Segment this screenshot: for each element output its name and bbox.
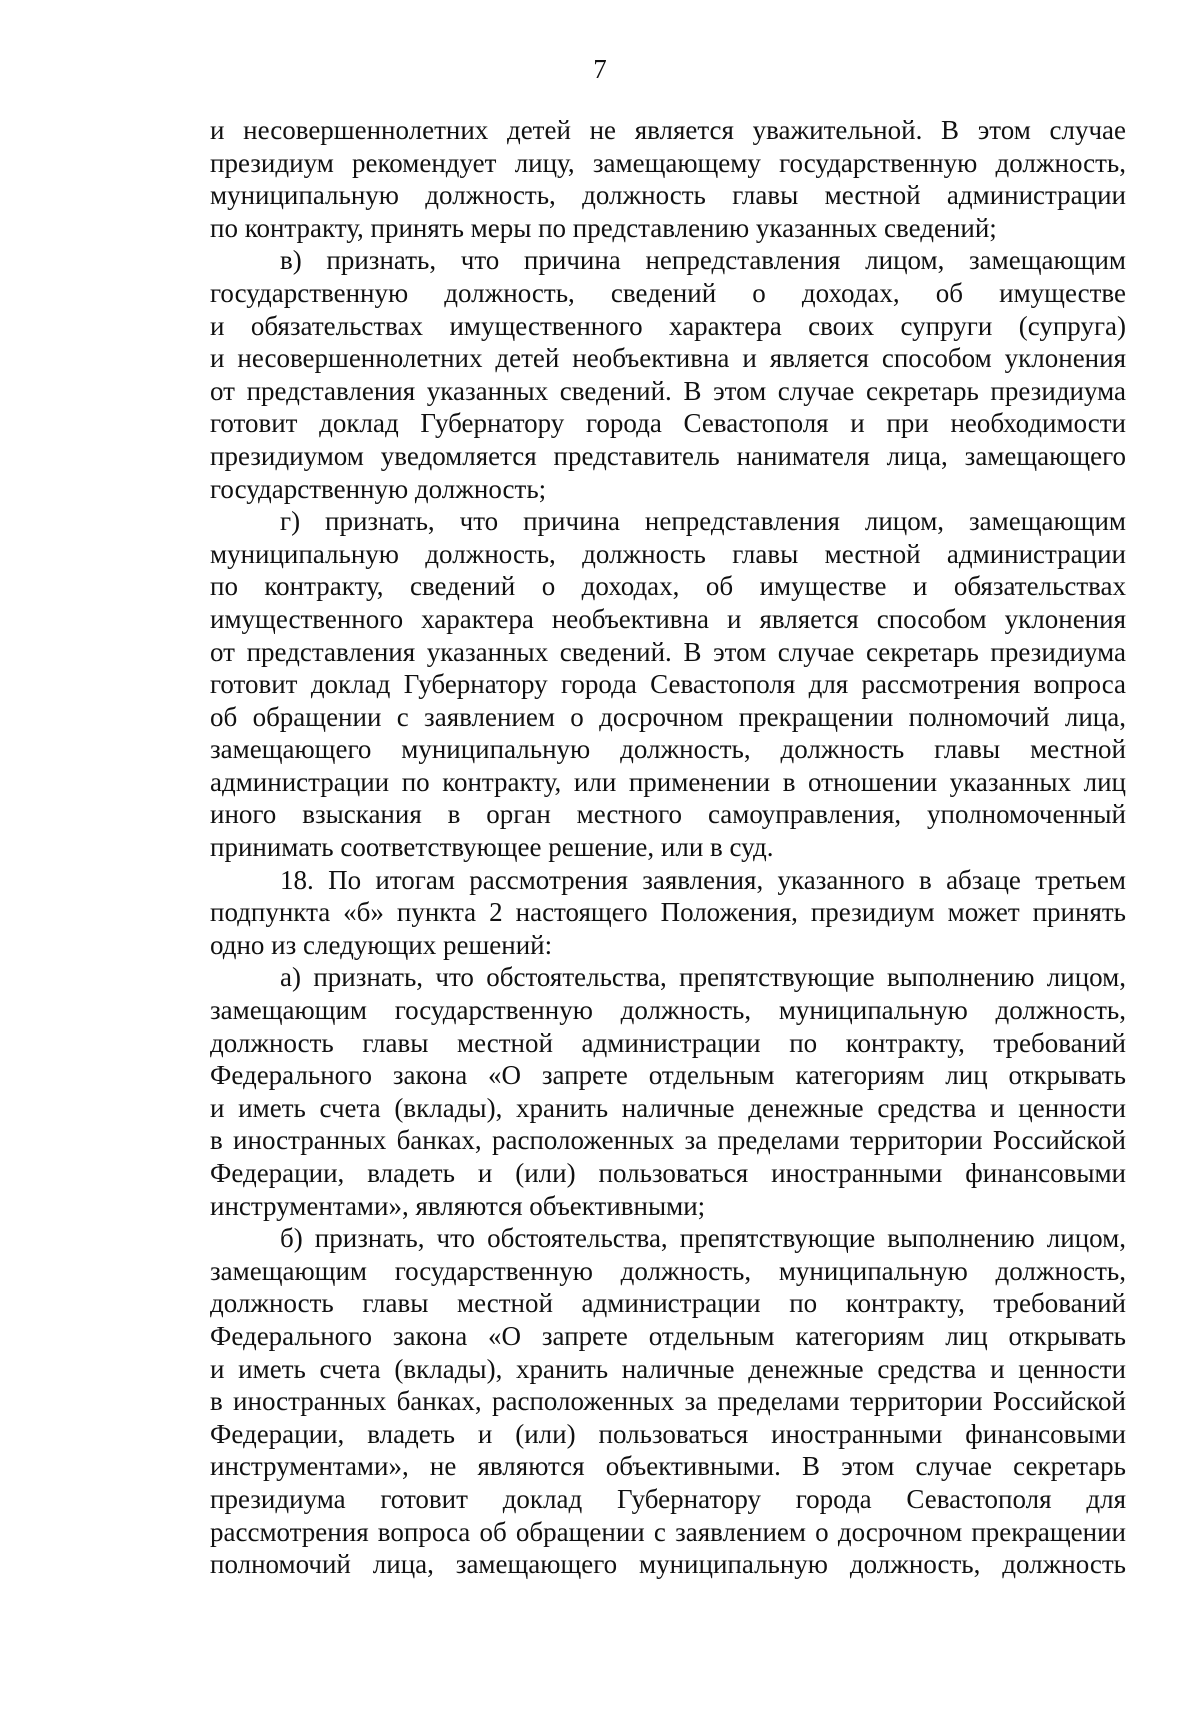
text-line: Федерации, владеть и (или) пользоваться иностранными финансовыми	[210, 1158, 1126, 1188]
text-line: замещающим государственную должность, муниципальную должность,	[210, 995, 1126, 1026]
text-line: замещающим государственную должность, муниципальную должность,	[210, 1255, 1126, 1286]
paragraph	[210, 961, 1126, 1222]
text-line: рассмотрения вопроса об обращении с заявлением о досрочном прекращении	[210, 1516, 1126, 1547]
text-line: по контракту, сведений о доходах, об имуществе и обязательствах	[210, 571, 1126, 602]
text-line: об обращении с заявлением о досрочном прекращении полномочий лица,	[210, 701, 1126, 732]
text-line: администрации по контракту, или применении в отношении указанных лиц	[210, 766, 1126, 797]
text-line: иного взыскания в орган местного самоуправления, уполномоченный	[210, 799, 1126, 830]
text-line: государственную должность, сведений о доходах, об имуществе	[210, 277, 1126, 308]
text-line: и обязательствах имущественного характера своих супруги (супруга)	[210, 310, 1126, 341]
text-line: б) признать, что обстоятельства, препятствующие выполнению лицом,	[280, 1223, 1126, 1254]
paragraph	[210, 1222, 1126, 1581]
text-line: полномочий лица, замещающего муниципальную должность, должность	[210, 1549, 1126, 1580]
text-line: муниципальную должность, должность главы местной администрации	[210, 538, 1126, 569]
text-line: от представления указанных сведений. В этом случае секретарь президиума	[210, 375, 1126, 406]
text-line: замещающего муниципальную должность, должность главы местной	[210, 734, 1126, 765]
text-line: подпункта «б» пункта 2 настоящего Положения, президиум может принять	[210, 897, 1126, 928]
text-line: Федерации, владеть и (или) пользоваться иностранными финансовыми	[210, 1418, 1126, 1449]
text-line: муниципальную должность, должность главы местной администрации	[210, 180, 1126, 211]
text-line: и несовершеннолетних детей необъективна и является способом уклонения	[210, 343, 1126, 374]
text-line: а) признать, что обстоятельства, препятствующие выполнению лицом,	[280, 962, 1126, 993]
text-line: от представления указанных сведений. В этом случае секретарь президиума	[210, 636, 1126, 667]
text-line: 18. По итогам рассмотрения заявления, указанного в абзаце третьем	[280, 864, 1126, 895]
page-number: 7	[593, 54, 607, 84]
text-line: президиумом уведомляется представитель нанимателя лица, замещающего	[210, 440, 1126, 471]
text-line: Федерального закона «О запрете отдельным категориям лиц открывать	[210, 1320, 1126, 1351]
text-line: и несовершеннолетних детей не является уважительной. В этом случае	[210, 115, 1126, 145]
paragraph	[210, 244, 1126, 505]
text-line: принимать соответствующее решение, или в суд.	[210, 832, 774, 863]
text-line: государственную должность;	[210, 473, 547, 504]
paragraph	[210, 114, 1126, 244]
text-line: президиум рекомендует лицу, замещающему государственную должность,	[210, 147, 1126, 178]
paragraph	[210, 505, 1126, 864]
text-line: президиума готовит доклад Губернатору города Севастополя для	[210, 1483, 1126, 1514]
text-line: и иметь счета (вклады), хранить наличные денежные средства и ценности	[210, 1092, 1126, 1123]
document-body	[210, 114, 1126, 1581]
text-line: имущественного характера необъективна и является способом уклонения	[210, 603, 1126, 634]
text-line: г) признать, что причина непредставления лицом, замещающим	[280, 506, 1126, 537]
text-line: по контракту, принять меры по представлению указанных сведений;	[210, 212, 997, 243]
text-line: в) признать, что причина непредставления лицом, замещающим	[280, 245, 1126, 276]
text-line: инструментами», не являются объективными. В этом случае секретарь	[210, 1451, 1126, 1482]
text-line: и иметь счета (вклады), хранить наличные денежные средства и ценности	[210, 1353, 1126, 1384]
text-line: инструментами», являются объективными;	[210, 1190, 706, 1221]
text-line: готовит доклад Губернатору города Севастополя для рассмотрения вопроса	[210, 669, 1126, 700]
text-line: в иностранных банках, расположенных за пределами территории Российской	[210, 1386, 1126, 1417]
paragraph	[210, 864, 1126, 962]
text-line: должность главы местной администрации по контракту, требований	[210, 1027, 1126, 1058]
text-line: Федерального закона «О запрете отдельным категориям лиц открывать	[210, 1060, 1126, 1091]
text-line: готовит доклад Губернатору города Севастополя и при необходимости	[210, 408, 1126, 439]
text-line: должность главы местной администрации по контракту, требований	[210, 1288, 1126, 1319]
text-line: в иностранных банках, расположенных за пределами территории Российской	[210, 1125, 1126, 1156]
text-line: одно из следующих решений:	[210, 929, 553, 960]
